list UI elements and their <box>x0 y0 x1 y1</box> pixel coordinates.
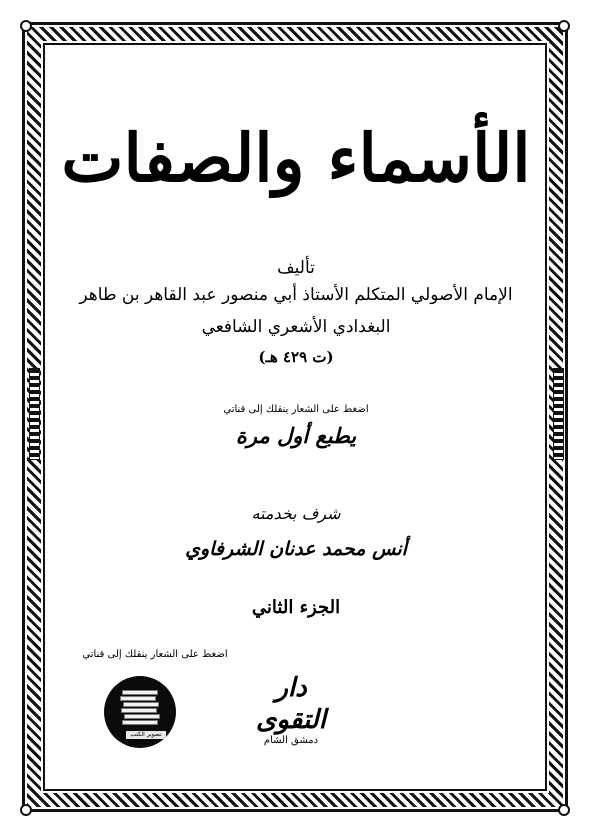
volume-label: الجزء الثاني <box>251 597 341 618</box>
book-stack-icon <box>121 708 157 713</box>
side-ornament-right <box>553 368 564 460</box>
book-stack-icon <box>120 696 156 701</box>
channel-logo-button[interactable] <box>104 676 176 748</box>
corner-ornament-top-left <box>20 20 32 32</box>
book-stack-icon <box>124 714 160 719</box>
edition-label: يطبع أول مرة <box>235 423 357 448</box>
publisher-city: دمشق الشام <box>263 735 319 746</box>
corner-ornament-top-right <box>558 20 570 32</box>
publisher-name: دار التقوى <box>256 673 326 735</box>
book-title: الأسماء والصفات <box>61 119 531 197</box>
served-by-label: شرف بخدمته <box>251 504 341 523</box>
channel-link-note-top[interactable]: اضغط على الشعار ينقلك إلى قناتي <box>223 404 369 415</box>
book-stack-icon <box>123 702 159 707</box>
author-name-line-1: الإمام الأصولي المتكلم الأستاذ أبي منصور عبد القاهر بن طاهر <box>79 285 513 305</box>
publisher-logo <box>246 672 336 748</box>
book-stack-icon <box>122 690 158 695</box>
author-name-line-2: البغدادي الأشعري الشافعي <box>201 317 391 337</box>
channel-logo-caption: تصوير الكتب <box>126 731 166 739</box>
channel-link-note-bottom[interactable]: اضغط على الشعار ينقلك إلى قناتي <box>65 648 245 662</box>
book-stack-icon <box>122 720 158 725</box>
corner-ornament-bottom-right <box>558 804 570 816</box>
editor-name: أنس محمد عدنان الشرفاوي <box>185 538 407 560</box>
authorship-label: تأليف <box>277 258 315 278</box>
side-ornament-left <box>29 368 40 460</box>
corner-ornament-bottom-left <box>20 804 32 816</box>
author-death-date: (ت ٤٢٩ هـ) <box>258 348 334 366</box>
